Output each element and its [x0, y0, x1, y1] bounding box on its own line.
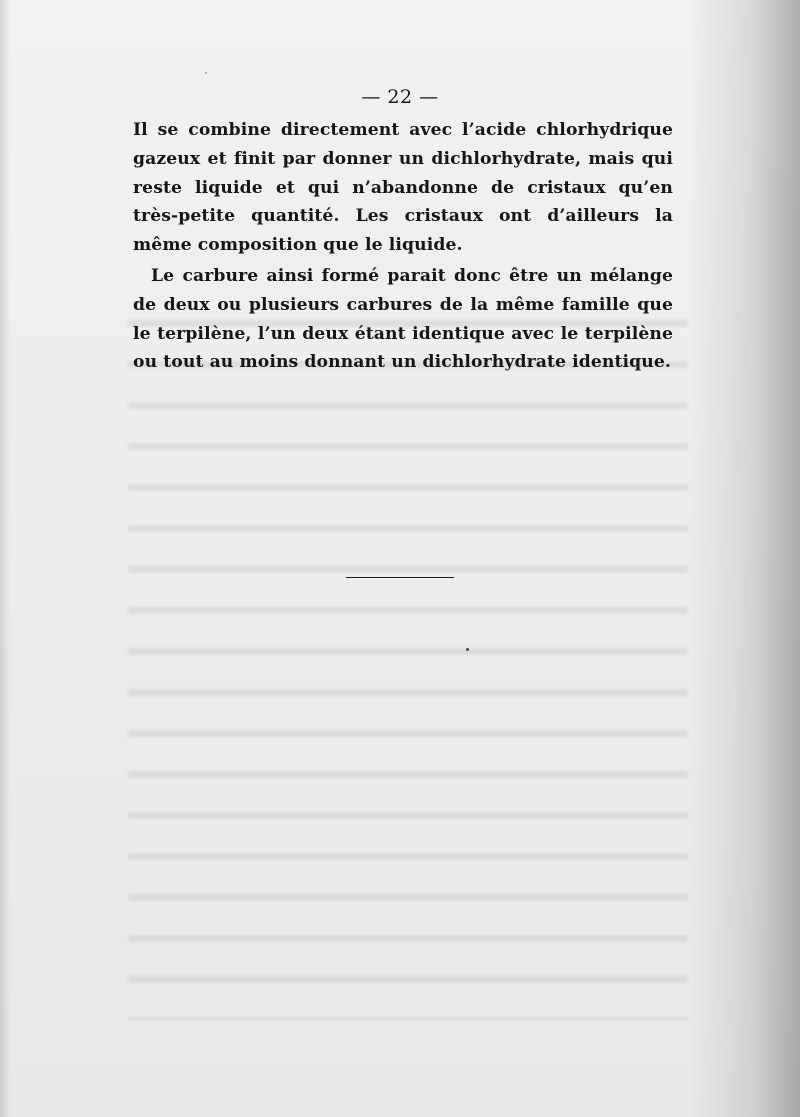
- body-text: [133, 116, 673, 377]
- page-shadow-left: [0, 0, 10, 1117]
- ink-speck: [466, 648, 469, 651]
- paragraph-2: Le carbure ainsi formé parait donc être un mélange de deux ou plusieurs carbures de la même famille que le terpilène, l’un deux étant identique avec le terpilène ou tout au moins donnant un dichlorhydrate identique.: [133, 265, 673, 373]
- page-number: — 22 —: [361, 86, 439, 108]
- show-through-text: [128, 300, 688, 1020]
- paragraph-1: Il se combine directement avec l’acide chlorhydrique gazeux et finit par donner un dichlorhydrate, mais qui reste liquide et qui n’abandonne de cristaux qu’en très-petite quantité. Les cristaux ont d’ailleurs la même composition que le liquide.: [133, 120, 673, 256]
- separator-rule: [346, 577, 454, 578]
- ink-speck: [205, 72, 207, 74]
